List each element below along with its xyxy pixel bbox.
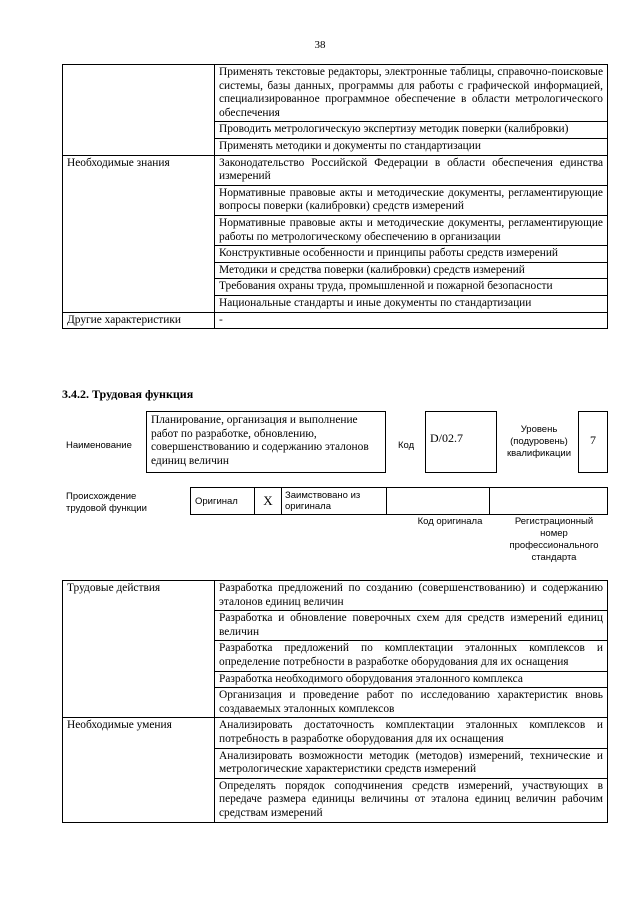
code-label: Код [398, 440, 415, 451]
code-original-cell [387, 488, 490, 515]
original-mark: X [255, 488, 282, 515]
table-cell: Применять методики и документы по стандартизации [215, 138, 608, 155]
table-cell: Разработка и обновление поверочных схем для средств измерений единиц величин [215, 611, 608, 641]
table-row [63, 155, 608, 185]
table-cell: Проводить метрологическую экспертизу методик поверки (калибровки) [215, 122, 608, 139]
table-cell: Определять порядок соподчинения средств измерений, участвующих в передаче размера единицы величины от эталона единиц величин рабочим средствам измерений [215, 778, 608, 822]
row-label: Трудовые действия [63, 581, 215, 718]
table-cell: Законодательство Российской Федерации в области обеспечения единства измерений [215, 155, 608, 185]
level-label: Уровень (подуровень) квалификации [506, 424, 572, 459]
table-cell: Разработка предложений по созданию (совершенствованию) и содержанию эталонов единиц величин [215, 581, 608, 611]
table-cell: Методики и средства поверки (калибровки) средств измерений [215, 262, 608, 279]
table-row [63, 65, 608, 122]
page-number: 38 [314, 39, 326, 51]
level-box: 7 [578, 411, 608, 473]
name-label: Наименование [66, 440, 132, 451]
reg-number-cell [490, 488, 608, 515]
row-label [63, 65, 215, 156]
function-name-box: Планирование, организация и выполнение работ по разработке, обновлению, совершенствованию и содержанию эталонов единиц величин [146, 411, 386, 473]
table-cell: Конструктивные особенности и принципы работы средств измерений [215, 246, 608, 263]
table-cell: Разработка предложений по комплектации эталонных комплексов и определение потребности в разработке оборудования для их оснащения [215, 641, 608, 671]
table-cell: Анализировать достаточность комплектации эталонных комплексов и потребность в разработке оборудования для их оснащения [215, 718, 608, 748]
table-cell: Нормативные правовые акты и методические документы, регламентирующие работы по метрологическому обеспечению в организации [215, 215, 608, 245]
table-cell: Требования охраны труда, промышленной и пожарной безопасности [215, 279, 608, 296]
competency-table-top [62, 64, 608, 329]
row-label: Необходимые умения [63, 718, 215, 822]
section-heading: 3.4.2. Трудовая функция [62, 387, 194, 401]
table-cell: - [215, 312, 608, 329]
original-cell: Оригинал [191, 488, 255, 515]
row-label: Другие характеристики [63, 312, 215, 329]
table-cell: Разработка необходимого оборудования эталонного комплекса [215, 671, 608, 688]
table-cell: Анализировать возможности методик (методов) измерений, технические и метрологические характеристики средств измерений [215, 748, 608, 778]
table-cell: Организация и проведение работ по исследованию характеристик вновь создаваемых эталонных комплексов [215, 688, 608, 718]
row-label: Необходимые знания [63, 155, 215, 312]
competency-table-bottom [62, 580, 608, 823]
table-cell: Нормативные правовые акты и методические документы, регламентирующие вопросы поверки (калибровки) средств измерений [215, 185, 608, 215]
code-original-label: Код оригинала [417, 516, 483, 527]
origin-label: Происхождение трудовой функции [66, 491, 147, 514]
table-row [63, 312, 608, 329]
table-row [63, 718, 608, 748]
table-cell: Национальные стандарты и иные документы по стандартизации [215, 295, 608, 312]
origin-table [190, 487, 608, 515]
table-cell: Применять текстовые редакторы, электронные таблицы, справочно-поисковые системы, базы данных, программы для работы с графической информацией, специализированное программное обеспечение в области метрологического обеспечения [215, 65, 608, 122]
borrowed-cell: Заимствовано из оригинала [282, 488, 387, 515]
reg-number-label: Регистрационный номер профессионального стандарта [509, 516, 599, 563]
table-row [63, 581, 608, 611]
code-box: D/02.7 [425, 411, 497, 473]
